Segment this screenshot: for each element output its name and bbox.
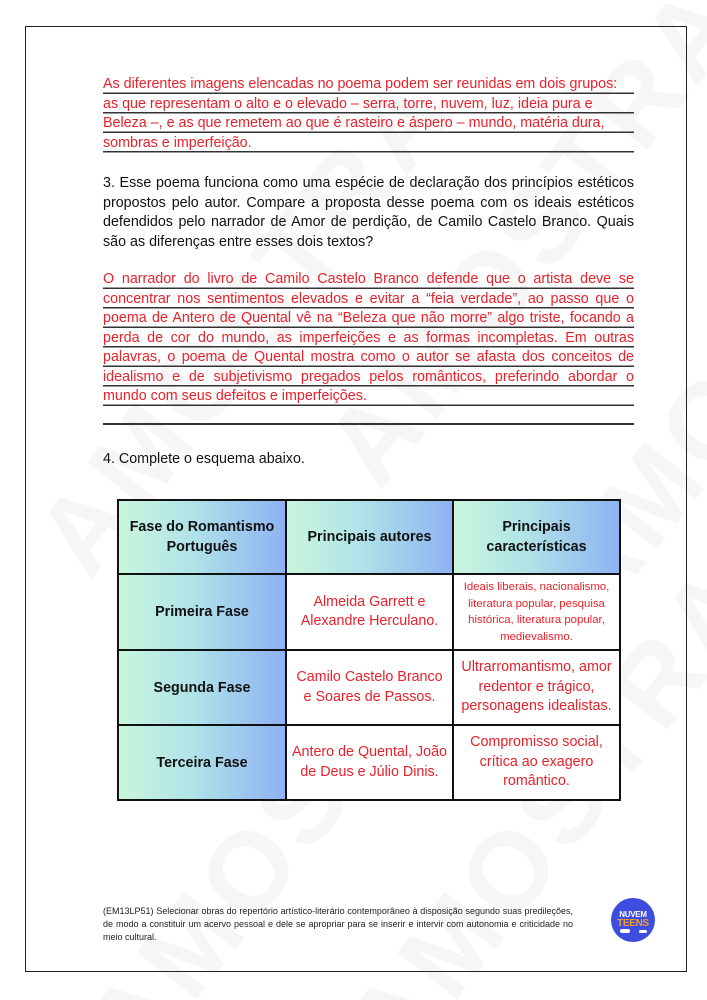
phase-cell: Segunda Fase [118,650,286,725]
logo-text-line1: NUVEM [619,910,647,919]
table-header-row [118,500,620,574]
table-row [118,725,620,800]
question-3: 3. Esse poema funciona como uma espécie de declaração dos princípios estéticos propostos pelo autor. Compare a proposta desse poema com os ideais estéticos defendidos pelo narrador de Amor de perdição, de Camilo Castelo Branco. Quais são as diferenças entre esses dois textos? [103,175,634,250]
header-phase: Fase do Romantismo Português [118,500,286,574]
answer-3-field[interactable] [103,270,634,407]
logo-text-line2: TEENS [617,918,649,929]
table-row [118,650,620,725]
answer-3-text: O narrador do livro de Camilo Castelo Branco defende que o artista deve se concentrar nos sentimentos elevados e evitar a “feia verdade”, ao passo que o poema de Antero de Quental vê na “Beleza que não morre” algo triste, focando a perda de cor do mundo, as imperfeições e as formas incompletas. Em outras palavras, o poema de Quental mostra como o autor se afasta dos conceitos de idealismo e de subjetivismo pregados pelos românticos, preferindo abordar o mundo com seus defeitos e imperfeições. [103,271,634,404]
cloud-icon [639,930,647,933]
question-4: 4. Complete o esquema abaixo. [103,451,305,467]
phase-cell: Primeira Fase [118,574,286,650]
cloud-icon [620,929,630,933]
table-row [118,574,620,650]
answer-2-field[interactable] [103,75,634,153]
characteristics-cell[interactable]: Ideais liberais, nacionalismo, literatura popular, pesquisa histórica, literatura popular, medievalismo. [453,574,620,650]
characteristics-cell[interactable]: Compromisso social, crítica ao exagero romântico. [453,725,620,800]
skill-note: (EM13LP51) Selecionar obras do repertório artístico-literário contemporâneo à disposição segundo suas predileções, de modo a constituir um acervo pessoal e dele se apropriar para se inserir e intervir com autonomia e criticidade no meio cultural. [103,906,573,943]
header-authors: Principais autores [286,500,453,574]
romanticism-scheme-table [117,499,621,801]
nuvem-teens-logo [611,898,655,942]
answer-2-text: As diferentes imagens elencadas no poema podem ser reunidas em dois grupos: as que representam o alto e o elevado – serra, torre, nuvem, luz, ideia pura e Beleza –, e as que remetem ao que é rasteiro e áspero – mundo, matéria dura, sombras e imperfeição. [103,76,618,151]
phase-cell: Terceira Fase [118,725,286,800]
authors-cell[interactable]: Camilo Castelo Branco e Soares de Passos. [286,650,453,725]
answer-blank-line[interactable] [103,423,634,425]
header-characteristics: Principais características [453,500,620,574]
characteristics-cell[interactable]: Ultrarromantismo, amor redentor e trágico, personagens idealistas. [453,650,620,725]
authors-cell[interactable]: Almeida Garrett e Alexandre Herculano. [286,574,453,650]
authors-cell[interactable]: Antero de Quental, João de Deus e Júlio Dinis. [286,725,453,800]
